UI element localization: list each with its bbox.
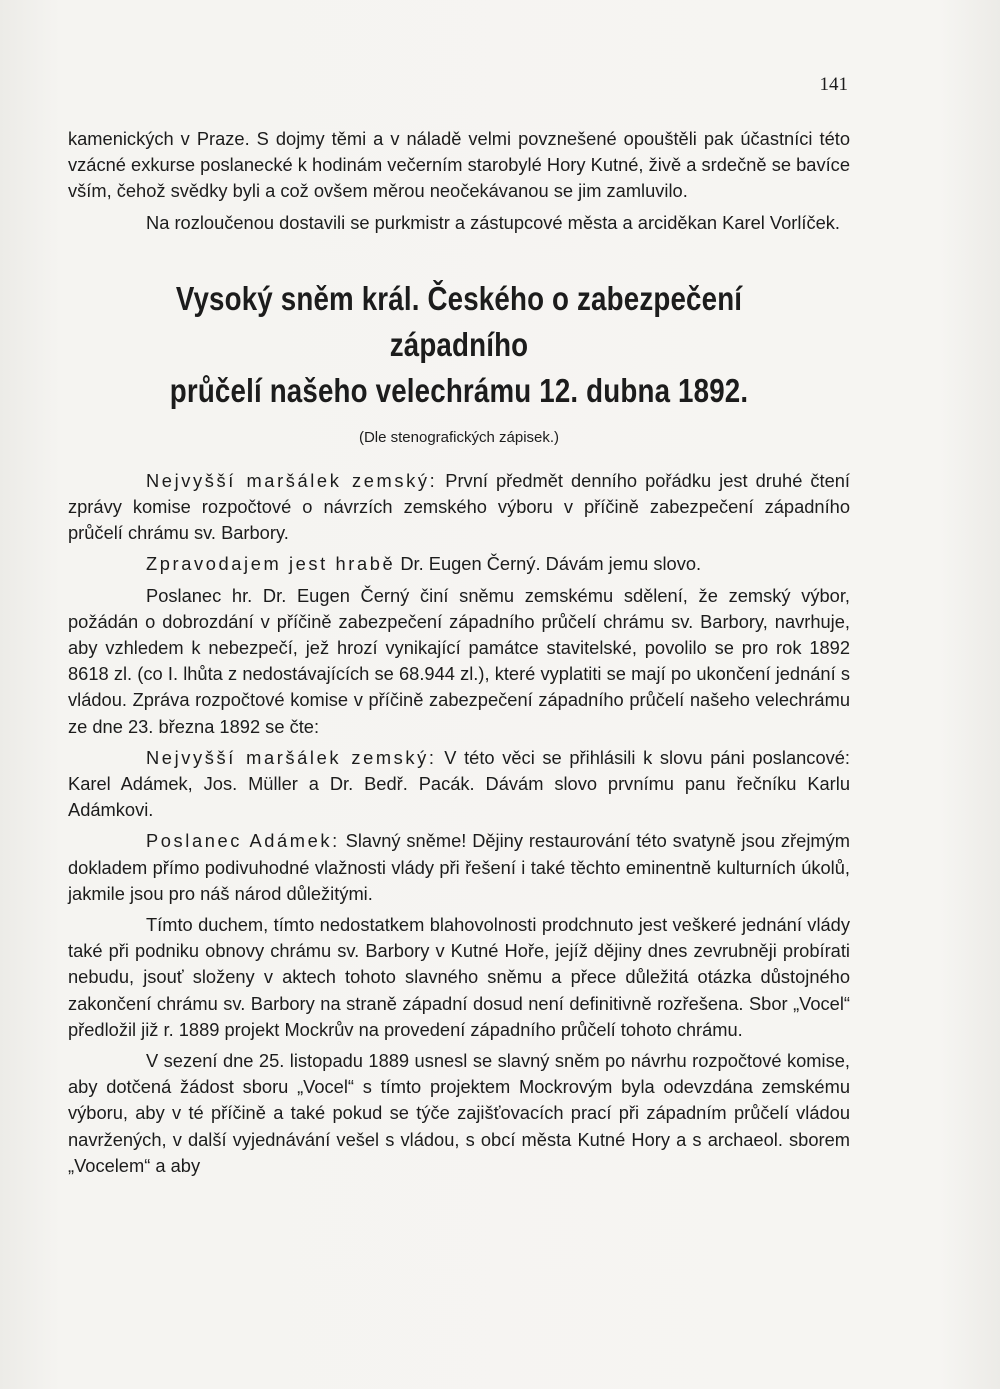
source-note: (Dle stenografických zápisek.) [358, 428, 560, 446]
speech-text: První předmět denního pořádku jest druhé čtení zprávy komise rozpočtové o návrzích zemského výboru v příčině zabezpečení západního průčelí chrámu sv. Barbory. [68, 469, 850, 544]
speaker-name: Nejvyšší maršálek zemský: [146, 746, 437, 768]
speech-text: Slavný sněme! Dějiny restaurování této svatyně jsou zřejmým dokladem přímo podivuhodné vlažnosti vlády při řešení i také těchto eminentně kulturních úkolů, jakmile jsou pro náš národ důležitými. [68, 830, 850, 904]
speaker-name: Zpravodajem jest hrabě [146, 553, 396, 575]
speaker-name: Nejvyšší maršálek zemský: [146, 469, 438, 491]
heading-line-1: Vysoký sněm král. Českého o zabezpečení západního [175, 279, 743, 363]
intro-paragraph-2: Na rozloučenou dostavili se purkmistr a zástupcové města a arciděkan Karel Vorlíček. [146, 211, 840, 233]
speech-paragraph [68, 468, 850, 547]
speech-paragraph [68, 551, 850, 577]
speech-text: V této věci se přihlásili k slovu páni poslancové: Karel Adámek, Jos. Müller a Dr. Bedř. Pacák. Dávám slovo prvnímu panu řečníku Karlu Adámkovi. [68, 746, 850, 821]
report-paragraph: Poslanec hr. Dr. Eugen Černý činí sněmu zemskému sdělení, že zemský výbor, požádán o dobrozdání v příčině zabezpečení západního průčelí chrámu sv. Barbory, navrhuje, aby vzhledem k nebezpečí, jež hrozí vynikající památce stavitelské, povolilo se pro rok 1892 8618 zl. (co I. lhůta z nedostávajících se 68.944 zl.), které vyplatiti se mají po ukončení jednání s vládou. Zpráva rozpočtové komise v příčině zabezpečení západního průčelí našeho velechrámu ze dne 23. března 1892 se čte: [68, 584, 850, 737]
body-paragraph: V sezení dne 25. listopadu 1889 usnesl se slavný sněm po návrhu rozpočtové komise, aby dotčená žádost sboru „Vocel“ s tímto projektem Mockrovým byla odevzdána zemskému výboru, aby v té příčině a také pokud se týče zajišťovacích prací při západním průčelí vládou navržených, v další vyjednávání vešel s vládou, s obcí města Kutné Hory a s archaeol. sborem „Vocelem“ a aby [68, 1050, 850, 1176]
speech-text: Dr. Eugen Černý. Dávám jemu slovo. [395, 553, 702, 575]
speaker-name: Poslanec Adámek: [146, 830, 340, 852]
page-number: 141 [819, 74, 848, 95]
section-heading [131, 276, 788, 414]
page-body [68, 126, 850, 1179]
speech-paragraph [68, 828, 850, 907]
intro-paragraph-1: kamenických v Praze. S dojmy těmi a v náladě velmi povznešené opouštěli pak účastníci této vzácné exkurse poslanecké k hodinám večerním starobylé Hory Kutné, živě a srdečně se bavíce vším, čehož svědky byli a což ovšem měrou neočekávanou se jim zamluvilo. [68, 128, 850, 202]
speech-paragraph [68, 745, 850, 824]
body-paragraph: Tímto duchem, tímto nedostatkem blahovolnosti prodchnuto jest veškeré jednání vlády také při podniku obnovy chrámu sv. Barbory v Kutné Hoře, jejíž dějiny dnes zevrubněji probírati nebudu, jsouť složeny v aktech tohoto slavného sněmu a přece důležitá otázka důstojného zakončení chrámu sv. Barbory na straně západní dosud není definitivně rozřešena. Sbor „Vocel“ předložil již r. 1889 projekt Mockrův na provedení západního průčelí tohoto chrámu. [68, 914, 850, 1040]
heading-line-2: průčelí našeho velechrámu 12. dubna 1892. [169, 371, 749, 409]
